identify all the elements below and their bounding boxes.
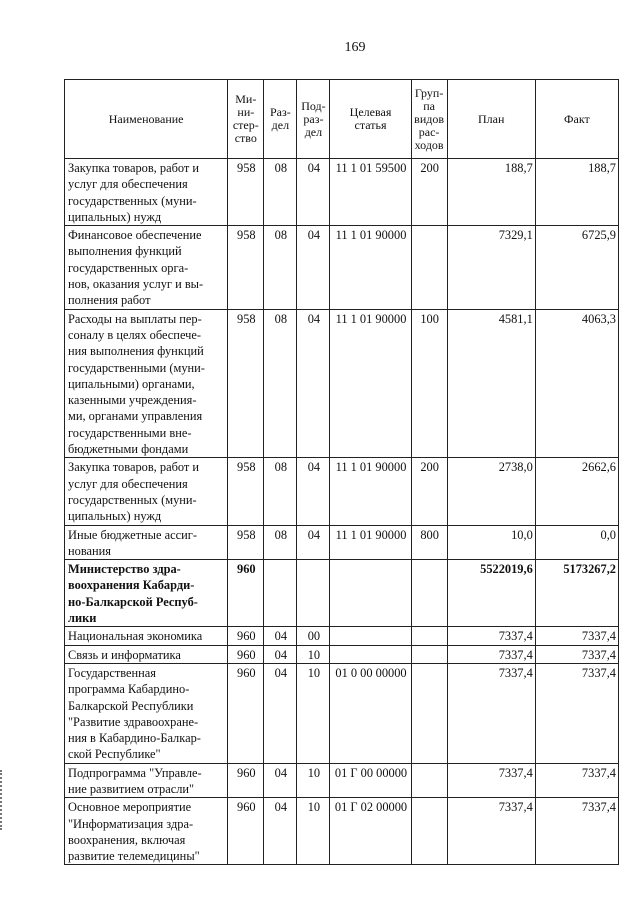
cell-name: Основное мероприятие "Информатизация здра- воохранения, включая развитие телемедицины" — [65, 798, 228, 865]
cell-target — [330, 560, 411, 627]
budget-table — [64, 79, 619, 865]
cell-ministry: 960 — [228, 560, 264, 627]
cell-plan: 5522019,6 — [447, 560, 535, 627]
page-number: 169 — [344, 40, 366, 55]
cell-ministry: 960 — [228, 663, 264, 763]
cell-subsection: 10 — [297, 645, 330, 663]
cell-section — [264, 560, 297, 627]
cell-name: Связь и информатика — [65, 645, 228, 663]
cell-group: 100 — [411, 309, 447, 458]
cell-subsection — [297, 560, 330, 627]
cell-group — [411, 798, 447, 865]
table-row — [65, 627, 619, 645]
cell-target — [330, 627, 411, 645]
cell-group — [411, 560, 447, 627]
table-row — [65, 226, 619, 309]
cell-fact: 4063,3 — [535, 309, 618, 458]
header-target: Целевая статья — [330, 80, 411, 159]
cell-group: 200 — [411, 458, 447, 525]
cell-fact: 7337,4 — [535, 645, 618, 663]
cell-plan: 7337,4 — [447, 763, 535, 798]
cell-fact: 7337,4 — [535, 663, 618, 763]
cell-group: 200 — [411, 159, 447, 226]
cell-plan: 188,7 — [447, 159, 535, 226]
cell-name: Закупка товаров, работ и услуг для обеспечения государственных (муни- ципальных) нужд — [65, 159, 228, 226]
cell-ministry: 958 — [228, 226, 264, 309]
cell-fact: 7337,4 — [535, 627, 618, 645]
cell-ministry: 960 — [228, 798, 264, 865]
table-row — [65, 663, 619, 763]
header-ministry: Ми- ни- стер- ство — [228, 80, 264, 159]
cell-group — [411, 226, 447, 309]
table-row — [65, 763, 619, 798]
table-row — [65, 458, 619, 525]
cell-fact: 188,7 — [535, 159, 618, 226]
cell-section: 04 — [264, 645, 297, 663]
cell-fact: 7337,4 — [535, 798, 618, 865]
cell-plan: 7329,1 — [447, 226, 535, 309]
cell-name: Расходы на выплаты пер- соналу в целях обеспече- ния выполнения функций государственными (муни- ципальными) органами, казенными учреждения- ми, органами управления государственными вне- бюджетными фондами — [65, 309, 228, 458]
cell-ministry: 958 — [228, 309, 264, 458]
cell-ministry: 960 — [228, 645, 264, 663]
cell-ministry: 958 — [228, 525, 264, 560]
cell-name: Закупка товаров, работ и услуг для обеспечения государственных (муни- ципальных) нужд — [65, 458, 228, 525]
header-subsection: Под- раз- дел — [297, 80, 330, 159]
table-row — [65, 798, 619, 865]
cell-plan: 7337,4 — [447, 663, 535, 763]
table-row — [65, 560, 619, 627]
cell-ministry: 958 — [228, 159, 264, 226]
cell-name: Иные бюджетные ассиг- нования — [65, 525, 228, 560]
table-row — [65, 309, 619, 458]
cell-group — [411, 663, 447, 763]
cell-section: 04 — [264, 798, 297, 865]
cell-target: 11 1 01 90000 — [330, 458, 411, 525]
cell-fact: 2662,6 — [535, 458, 618, 525]
cell-subsection: 04 — [297, 525, 330, 560]
cell-plan: 7337,4 — [447, 627, 535, 645]
cell-plan: 2738,0 — [447, 458, 535, 525]
cell-ministry: 960 — [228, 627, 264, 645]
cell-subsection: 04 — [297, 309, 330, 458]
header-section: Раз- дел — [264, 80, 297, 159]
cell-section: 08 — [264, 458, 297, 525]
cell-plan: 10,0 — [447, 525, 535, 560]
table-row — [65, 159, 619, 226]
cell-group — [411, 627, 447, 645]
cell-subsection: 10 — [297, 663, 330, 763]
cell-section: 04 — [264, 627, 297, 645]
cell-subsection: 10 — [297, 798, 330, 865]
header-plan: План — [447, 80, 535, 159]
cell-ministry: 960 — [228, 763, 264, 798]
cell-group: 800 — [411, 525, 447, 560]
cell-section: 04 — [264, 763, 297, 798]
cell-target: 11 1 01 90000 — [330, 525, 411, 560]
cell-fact: 7337,4 — [535, 763, 618, 798]
cell-target: 01 Г 02 00000 — [330, 798, 411, 865]
cell-fact: 6725,9 — [535, 226, 618, 309]
cell-section: 08 — [264, 226, 297, 309]
cell-name: Министерство здра- воохранения Кабарди- но-Балкарской Респуб- лики — [65, 560, 228, 627]
cell-subsection: 04 — [297, 159, 330, 226]
cell-target: 01 0 00 00000 — [330, 663, 411, 763]
cell-target: 11 1 01 90000 — [330, 226, 411, 309]
cell-subsection: 04 — [297, 458, 330, 525]
cell-section: 04 — [264, 663, 297, 763]
cell-group — [411, 763, 447, 798]
cell-target: 01 Г 00 00000 — [330, 763, 411, 798]
cell-plan: 7337,4 — [447, 798, 535, 865]
table-row — [65, 645, 619, 663]
cell-target: 11 1 01 90000 — [330, 309, 411, 458]
header-group: Груп- па видов рас- ходов — [411, 80, 447, 159]
cell-name: Национальная экономика — [65, 627, 228, 645]
cell-name: Подпрограмма "Управле- ние развитием отрасли" — [65, 763, 228, 798]
cell-section: 08 — [264, 309, 297, 458]
cell-section: 08 — [264, 159, 297, 226]
cell-plan: 4581,1 — [447, 309, 535, 458]
cell-target — [330, 645, 411, 663]
cell-group — [411, 645, 447, 663]
table-header-row — [65, 80, 619, 159]
cell-plan: 7337,4 — [447, 645, 535, 663]
margin-mark — [0, 770, 8, 830]
cell-section: 08 — [264, 525, 297, 560]
cell-subsection: 04 — [297, 226, 330, 309]
cell-target: 11 1 01 59500 — [330, 159, 411, 226]
header-fact: Факт — [535, 80, 618, 159]
cell-fact: 0,0 — [535, 525, 618, 560]
cell-subsection: 00 — [297, 627, 330, 645]
cell-fact: 5173267,2 — [535, 560, 618, 627]
cell-name: Государственная программа Кабардино- Балкарской Республики "Развитие здравоохране- ния в Кабардино-Балкар- ской Республике" — [65, 663, 228, 763]
header-name: Наименование — [65, 80, 228, 159]
cell-name: Финансовое обеспечение выполнения функций государственных орга- нов, оказания услуг и вы- полнения работ — [65, 226, 228, 309]
table-row — [65, 525, 619, 560]
cell-subsection: 10 — [297, 763, 330, 798]
cell-ministry: 958 — [228, 458, 264, 525]
